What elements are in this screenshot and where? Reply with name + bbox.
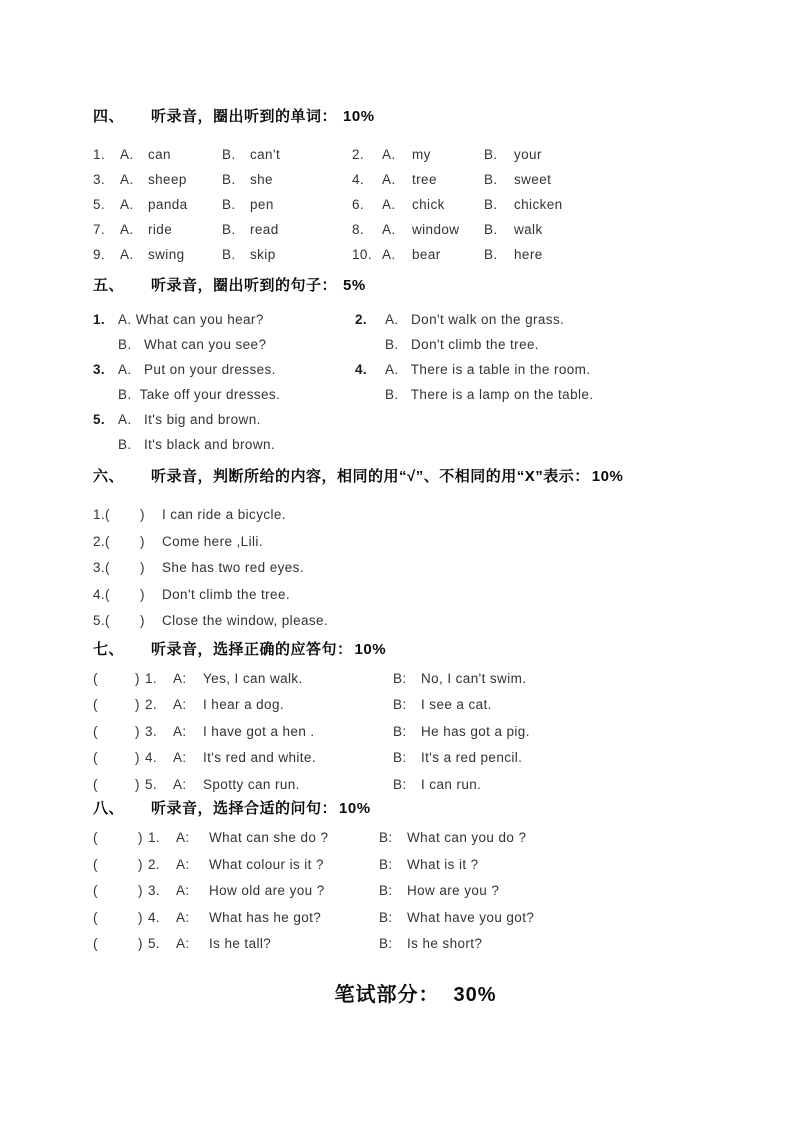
option-a-label: A:	[176, 856, 190, 872]
option-a-label: A.	[382, 222, 396, 237]
option-text: B. It's black and brown.	[118, 437, 276, 452]
option-b-text: here	[514, 247, 543, 262]
question-row	[93, 529, 738, 556]
answer-blank-open: (	[93, 723, 98, 739]
section-4-questions	[93, 142, 738, 267]
question-number	[93, 432, 118, 457]
question-row	[93, 931, 738, 958]
question-number: 1.	[93, 147, 106, 162]
question-number: 3.	[148, 883, 161, 898]
option-a-text: window	[412, 222, 460, 237]
section-6-heading	[93, 467, 738, 486]
option-a-text: What colour is it ?	[209, 856, 324, 872]
question-number-blank-open: 5.(	[93, 613, 110, 628]
written-part-heading	[93, 978, 738, 1007]
option-b-label: B:	[393, 723, 407, 739]
answer-blank-open: (	[93, 936, 98, 951]
option-a-label: A.	[120, 197, 134, 212]
option-a-label: A:	[173, 750, 187, 765]
section-number: 七、	[93, 640, 125, 658]
section-5-heading	[93, 276, 738, 295]
section-7-heading	[93, 640, 738, 659]
option-a-label: A.	[382, 147, 396, 162]
question-number	[355, 407, 385, 432]
section-score: 10%	[591, 468, 624, 485]
section-6-questions	[93, 502, 738, 635]
question-number: 5.	[93, 197, 106, 212]
option-b-text: she	[250, 172, 273, 187]
answer-blank-open: (	[93, 883, 98, 898]
option-b-text: chicken	[514, 197, 563, 212]
question-row	[93, 692, 738, 719]
option-b-label: B.	[484, 197, 498, 212]
question-row	[93, 852, 738, 879]
option-a-text: Spotty can run.	[203, 776, 300, 792]
section-4-circle-words	[93, 107, 738, 267]
answer-blank-close: )	[140, 560, 145, 575]
option-a-text: tree	[412, 172, 437, 187]
answer-blank-open: (	[93, 776, 98, 792]
answer-blank-close: )	[138, 909, 143, 925]
option-b-label: B.	[484, 172, 498, 187]
option-a-label: A:	[173, 776, 187, 792]
option-b-label: B.	[222, 147, 236, 162]
option-a-text: bear	[412, 247, 441, 262]
section-6-judge-same-different	[93, 467, 738, 635]
option-b-label: B:	[379, 830, 393, 845]
option-b-text: What have you got?	[407, 909, 535, 925]
option-a-text: I have got a hen .	[203, 723, 315, 739]
question-number: 3.	[145, 723, 158, 739]
question-number: 4.	[355, 362, 368, 377]
option-a-label: A:	[176, 936, 190, 951]
question-row	[93, 878, 738, 905]
question-number-blank-open: 1.(	[93, 507, 110, 522]
section-5-circle-sentences	[93, 276, 738, 457]
option-a-text: How old are you ?	[209, 883, 325, 898]
question-number: 1.	[148, 830, 161, 845]
option-b-label: B:	[379, 936, 393, 951]
option-a-text: my	[412, 147, 431, 162]
question-number: 6.	[352, 197, 365, 212]
question-row	[93, 307, 738, 332]
option-a-text: sheep	[148, 172, 187, 187]
question-row	[93, 192, 738, 217]
option-b-text: He has got a pig.	[421, 723, 530, 739]
answer-blank-close: )	[135, 750, 140, 765]
question-number: 2.	[355, 312, 368, 327]
answer-blank-open: (	[93, 830, 98, 845]
option-text: A. Don't walk on the grass.	[385, 312, 565, 327]
section-5-questions	[93, 307, 738, 457]
option-a-label: A:	[176, 909, 190, 925]
option-text	[385, 407, 738, 432]
section-8-questions	[93, 825, 738, 958]
option-a-text: can	[148, 147, 171, 162]
option-a-label: A.	[382, 197, 396, 212]
option-text: A. What can you hear?	[118, 312, 264, 327]
section-score: 10%	[339, 800, 371, 817]
option-b-text: your	[514, 147, 542, 162]
answer-blank-close: )	[138, 830, 143, 845]
option-a-label: A:	[173, 670, 187, 686]
question-number	[355, 432, 385, 457]
question-row	[93, 407, 738, 432]
option-a-label: A.	[382, 247, 396, 262]
section-4-heading	[93, 107, 738, 126]
section-8-choose-question	[93, 799, 738, 958]
option-text: B. There is a lamp on the table.	[385, 387, 594, 402]
option-text: A. There is a table in the room.	[385, 362, 591, 377]
option-text: B. Don't climb the tree.	[385, 337, 540, 352]
option-a-label: A:	[173, 723, 187, 739]
option-b-text: It's a red pencil.	[421, 750, 523, 765]
question-row	[93, 332, 738, 357]
question-row	[93, 555, 738, 582]
option-b-text: can't	[250, 147, 281, 162]
question-row	[93, 382, 738, 407]
sentence-text: Close the window, please.	[162, 613, 329, 628]
question-row	[93, 242, 738, 267]
option-b-text: skip	[250, 247, 276, 262]
sentence-text: Come here ,Lili.	[162, 533, 263, 549]
sentence-text: She has two red eyes.	[162, 560, 304, 575]
section-score: 10%	[354, 640, 387, 658]
question-number: 4.	[148, 909, 161, 925]
question-row	[93, 502, 738, 529]
page-content	[93, 107, 738, 1007]
option-a-label: A:	[176, 883, 190, 898]
section-title: 听录音，圈出听到的单词：	[151, 108, 338, 125]
option-b-text: I can run.	[421, 776, 482, 792]
option-b-text: pen	[250, 197, 274, 212]
option-b-text: I see a cat.	[421, 697, 492, 712]
question-row	[93, 608, 738, 635]
question-number: 8.	[352, 222, 365, 237]
answer-blank-close: )	[140, 507, 145, 522]
sentence-text: I can ride a bicycle.	[162, 507, 286, 522]
section-title: 听录音，选择正确的应答句：	[151, 640, 353, 658]
answer-blank-close: )	[135, 776, 140, 792]
option-b-label: B.	[222, 197, 236, 212]
section-7-choose-response	[93, 640, 738, 799]
question-row	[93, 217, 738, 242]
sentence-text: Don't climb the tree.	[162, 586, 291, 602]
question-number: 3.	[93, 172, 106, 187]
question-number	[355, 332, 385, 357]
answer-blank-close: )	[140, 533, 145, 549]
option-b-label: B:	[379, 883, 393, 898]
option-b-text: Is he short?	[407, 936, 483, 951]
answer-blank-open: (	[93, 750, 98, 765]
section-title: 听录音，选择合适的问句：	[151, 800, 338, 817]
question-number: 2.	[145, 697, 158, 712]
option-b-label: B.	[484, 147, 498, 162]
option-a-text: ride	[148, 222, 173, 237]
question-number	[355, 382, 385, 407]
question-number: 7.	[93, 222, 106, 237]
option-a-label: A.	[120, 247, 134, 262]
question-number: 9.	[93, 247, 106, 262]
option-a-text: What can she do ?	[209, 830, 329, 845]
option-b-label: B.	[484, 222, 498, 237]
answer-blank-close: )	[140, 613, 145, 628]
option-a-text: It's red and white.	[203, 750, 316, 765]
option-a-text: Yes, I can walk.	[203, 670, 303, 686]
option-a-text: I hear a dog.	[203, 697, 285, 712]
option-b-label: B:	[379, 909, 393, 925]
option-b-label: B.	[484, 247, 498, 262]
option-b-text: What can you do ?	[407, 830, 527, 845]
section-number: 八、	[93, 800, 125, 817]
question-row	[93, 825, 738, 852]
option-a-label: A.	[120, 147, 134, 162]
question-number: 10.	[352, 247, 372, 262]
question-row	[93, 745, 738, 772]
question-number: 1.	[93, 312, 106, 327]
question-row	[93, 666, 738, 693]
question-row	[93, 357, 738, 382]
option-text	[385, 432, 738, 457]
option-b-text: How are you ?	[407, 883, 500, 898]
option-a-text: swing	[148, 247, 185, 262]
option-a-text: Is he tall?	[209, 936, 272, 951]
option-b-label: B:	[393, 697, 407, 712]
written-part-title: 笔试部分：	[334, 983, 440, 1006]
question-number: 4.	[352, 172, 365, 187]
question-number: 5.	[148, 936, 161, 951]
question-number	[93, 332, 118, 357]
answer-blank-open: (	[93, 670, 98, 686]
question-number: 5.	[145, 776, 158, 792]
option-b-label: B.	[222, 222, 236, 237]
option-a-label: A.	[120, 172, 134, 187]
option-b-text: read	[250, 222, 279, 237]
section-7-questions	[93, 666, 738, 799]
option-b-label: B:	[393, 750, 407, 765]
option-b-label: B.	[222, 247, 236, 262]
question-row	[93, 582, 738, 609]
question-number: 2.	[352, 147, 365, 162]
question-row	[93, 905, 738, 932]
written-part-score: 30%	[453, 983, 497, 1006]
option-a-text: chick	[412, 197, 445, 212]
option-b-label: B.	[222, 172, 236, 187]
question-number-blank-open: 4.(	[93, 586, 110, 602]
question-number-blank-open: 2.(	[93, 533, 110, 549]
option-a-label: A.	[120, 222, 134, 237]
section-title: 听录音，圈出听到的句子：	[151, 277, 338, 294]
section-number: 五、	[93, 277, 125, 294]
section-8-heading	[93, 799, 738, 818]
question-number: 5.	[93, 412, 106, 427]
option-a-label: A:	[176, 830, 190, 845]
option-text: A. It's big and brown.	[118, 412, 261, 427]
option-b-label: B:	[379, 856, 393, 872]
answer-blank-close: )	[140, 586, 145, 602]
option-a-label: A.	[382, 172, 396, 187]
answer-blank-open: (	[93, 856, 98, 872]
answer-blank-open: (	[93, 909, 98, 925]
question-number: 2.	[148, 856, 161, 872]
answer-blank-close: )	[135, 670, 140, 686]
section-number: 六、	[93, 468, 125, 485]
answer-blank-open: (	[93, 697, 98, 712]
question-row	[93, 432, 738, 457]
answer-blank-close: )	[138, 936, 143, 951]
option-b-text: walk	[514, 222, 543, 237]
section-score: 5%	[343, 277, 366, 294]
option-b-text: No, I can't swim.	[421, 670, 527, 686]
answer-blank-close: )	[135, 723, 140, 739]
option-text: B. Take off your dresses.	[118, 387, 281, 402]
option-text: B. What can you see?	[118, 337, 267, 352]
option-b-label: B:	[393, 776, 407, 792]
question-row	[93, 772, 738, 799]
question-row	[93, 142, 738, 167]
answer-blank-close: )	[135, 697, 140, 712]
section-number: 四、	[93, 108, 125, 125]
option-b-text: What is it ?	[407, 856, 479, 872]
question-row	[93, 167, 738, 192]
question-number	[93, 382, 118, 407]
question-row	[93, 719, 738, 746]
option-b-label: B:	[393, 670, 407, 686]
section-score: 10%	[343, 108, 375, 125]
answer-blank-close: )	[138, 883, 143, 898]
option-a-text: panda	[148, 197, 188, 212]
option-a-label: A:	[173, 697, 187, 712]
answer-blank-close: )	[138, 856, 143, 872]
option-text: A. Put on your dresses.	[118, 362, 276, 377]
question-number-blank-open: 3.(	[93, 560, 110, 575]
question-number: 4.	[145, 750, 158, 765]
option-a-text: What has he got?	[209, 909, 322, 925]
section-title: 听录音，判断所给的内容，相同的用“√”、不相同的用“X”表示：	[151, 468, 590, 485]
question-number: 3.	[93, 362, 106, 377]
option-b-text: sweet	[514, 172, 552, 187]
question-number: 1.	[145, 670, 158, 686]
